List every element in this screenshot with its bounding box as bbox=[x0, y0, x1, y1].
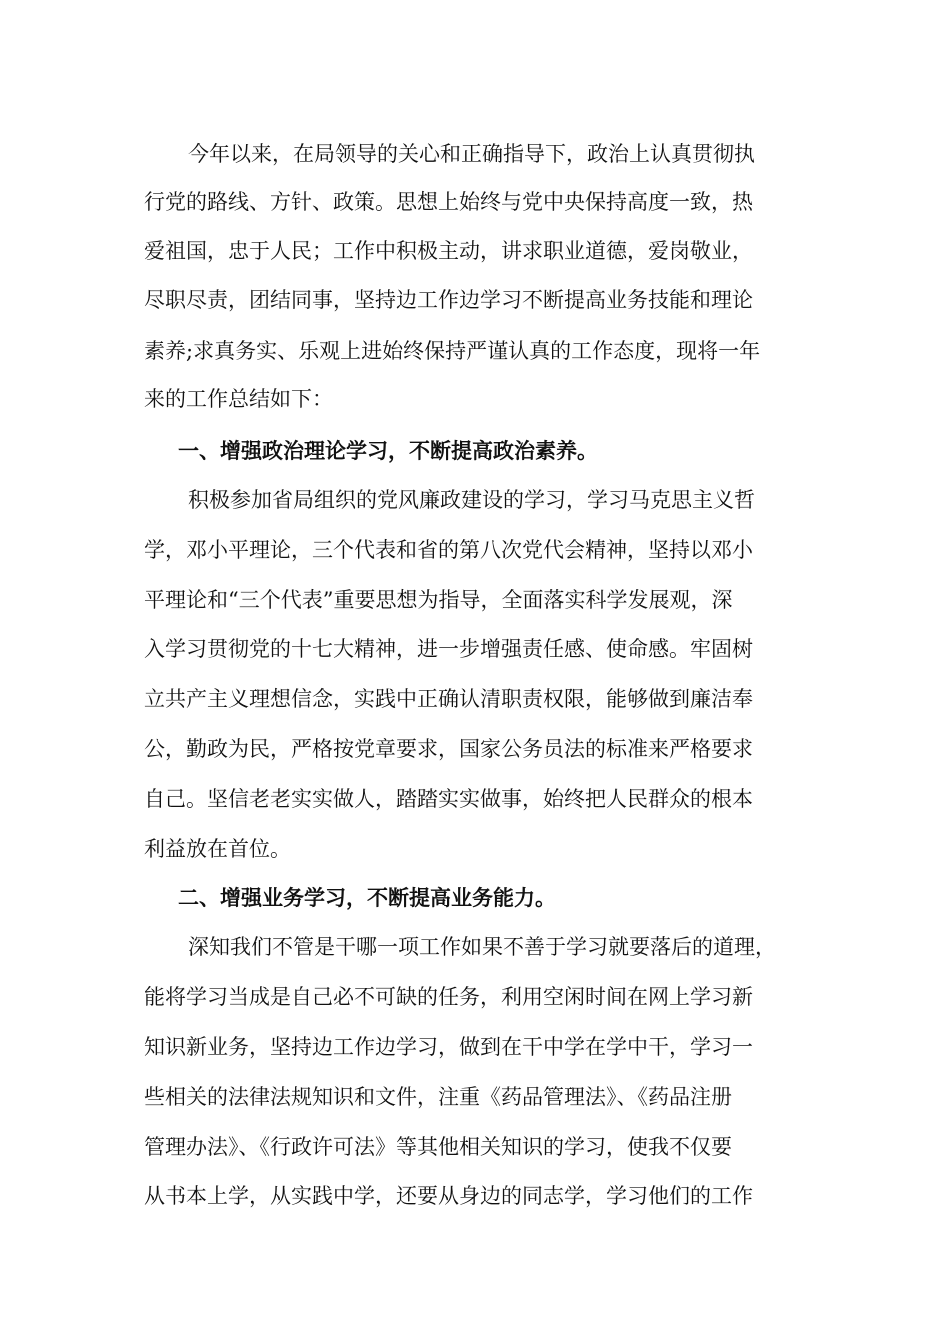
section-heading-1: 一、增强政治理论学习，不断提高政治素养。 bbox=[178, 438, 598, 463]
paragraph-1-line-1: 今年以来，在局领导的关心和正确指导下，政治上认真贯彻执 bbox=[188, 142, 755, 166]
paragraph-1-line-5: 素养;求真务实、乐观上进始终保持严谨认真的工作态度，现将一年 bbox=[144, 339, 761, 363]
section-heading-2: 二、增强业务学习，不断提高业务能力。 bbox=[178, 885, 556, 910]
paragraph-3-line-3: 知识新业务，坚持边工作边学习，做到在干中学在学中干，学习一 bbox=[144, 1035, 753, 1059]
paragraph-3-line-6: 从书本上学，从实践中学，还要从身边的同志学，学习他们的工作 bbox=[144, 1184, 753, 1208]
paragraph-2-line-1: 积极参加省局组织的党风廉政建设的学习，学习马克思主义哲 bbox=[188, 488, 755, 512]
paragraph-1-line-2: 行党的路线、方针、政策。思想上始终与党中央保持高度一致，热 bbox=[144, 190, 753, 214]
paragraph-2-line-8: 利益放在首位。 bbox=[144, 837, 291, 861]
paragraph-1-line-6: 来的工作总结如下： bbox=[144, 387, 333, 411]
paragraph-1-line-4: 尽职尽责，团结同事，坚持边工作边学习不断提高业务技能和理论 bbox=[144, 288, 753, 312]
paragraph-1-line-3: 爱祖国，忠于人民；工作中积极主动，讲求职业道德，爱岗敬业， bbox=[144, 239, 753, 263]
paragraph-3-line-2: 能将学习当成是自己必不可缺的任务，利用空闲时间在网上学习新 bbox=[144, 985, 753, 1009]
paragraph-2-line-5: 立共产主义理想信念，实践中正确认清职责权限，能够做到廉洁奉 bbox=[144, 687, 753, 711]
paragraph-3-line-4: 些相关的法律法规知识和文件，注重《药品管理法》、《药品注册 bbox=[144, 1085, 732, 1109]
paragraph-2-line-7: 自己。坚信老老实实做人，踏踏实实做事，始终把人民群众的根本 bbox=[144, 787, 753, 811]
paragraph-2-line-6: 公，勤政为民，严格按党章要求，国家公务员法的标准来严格要求 bbox=[144, 737, 753, 761]
paragraph-2-line-4: 入学习贯彻党的十七大精神，进一步增强责任感、使命感。牢固树 bbox=[144, 637, 753, 661]
paragraph-3-line-5: 管理办法》、《行政许可法》等其他相关知识的学习，使我不仅要 bbox=[144, 1135, 732, 1159]
paragraph-2-line-2: 学，邓小平理论，三个代表和省的第八次党代会精神，坚持以邓小 bbox=[144, 538, 753, 562]
paragraph-3-line-1: 深知我们不管是干哪一项工作如果不善于学习就要落后的道理， bbox=[188, 935, 776, 959]
paragraph-2-line-3: 平理论和“三个代表”重要思想为指导，全面落实科学发展观，深 bbox=[144, 588, 733, 612]
